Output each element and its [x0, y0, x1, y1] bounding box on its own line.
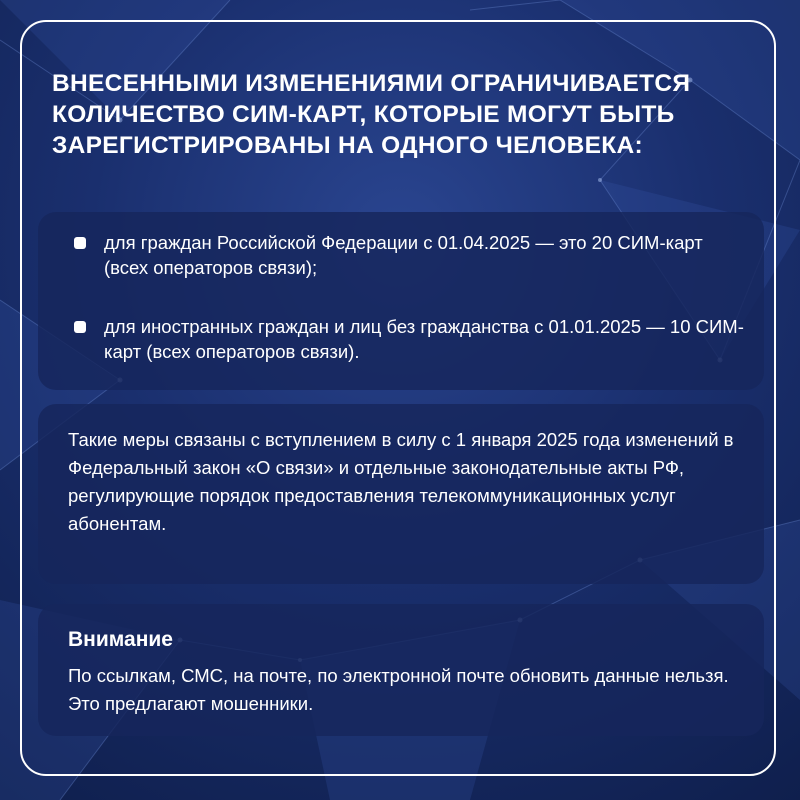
warning-title: Внимание: [68, 628, 173, 651]
info-text: Такие меры связаны с вступлением в силу с 1 января 2025 года изменений в Федеральный закон «О связи» и отдельные законодательные акты РФ, регулирующие порядок предоставления телекоммуникационных услуг абонентам.: [68, 429, 734, 534]
list-item-text: для иностранных граждан и лиц без гражданства с 01.01.2025 — 10 СИМ-карт (всех операторов связи).: [104, 316, 744, 362]
warning-text: По ссылкам, СМС, на почте, по электронной почте обновить данные нельзя. Это предлагают мошенники.: [68, 665, 729, 714]
bullet-icon: [74, 321, 86, 333]
warning-card: [38, 604, 764, 736]
list-item: [104, 230, 744, 280]
page-title: ВНЕСЕННЫМИ ИЗМЕНЕНИЯМИ ОГРАНИЧИВАЕТСЯ КОЛИЧЕСТВО СИМ-КАРТ, КОТОРЫЕ МОГУТ БЫТЬ ЗАРЕГИСТРИРОВАНЫ НА ОДНОГО ЧЕЛОВЕКА:: [52, 70, 691, 159]
list-item-text: для граждан Российской Федерации с 01.04.2025 — это 20 СИМ-карт (всех операторов связи);: [104, 232, 703, 278]
info-card: [38, 404, 764, 584]
bullet-icon: [74, 237, 86, 249]
limits-card: [38, 212, 764, 390]
list-item: [104, 314, 744, 364]
